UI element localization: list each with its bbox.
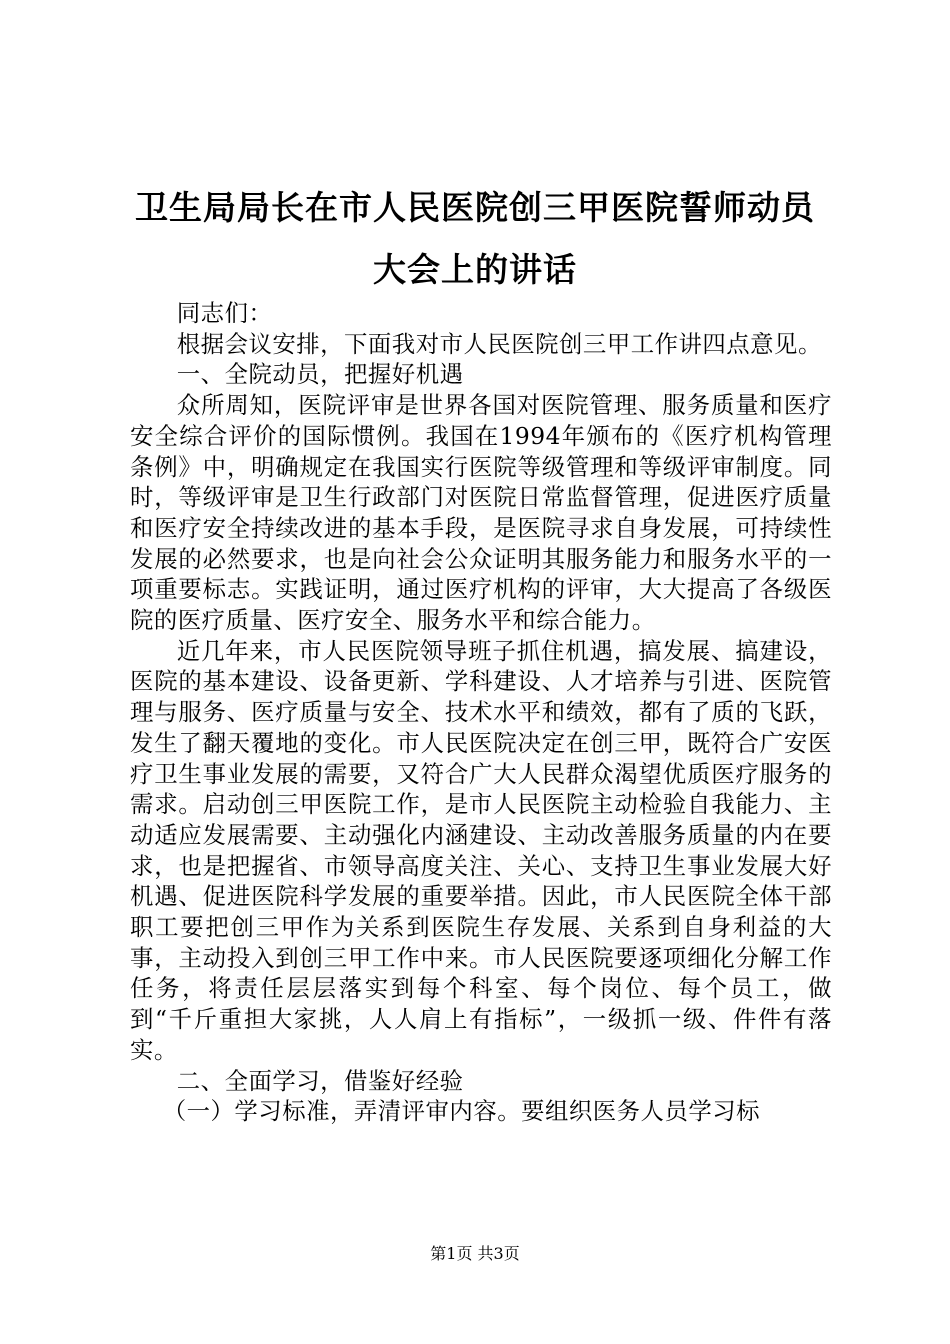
paragraph: 近几年来，市人民医院领导班子抓住机遇，搞发展、搞建设，医院的基本建设、设备更新、学科建设、人才培养与引进、医院管理与服务、医疗质量与安全、技术水平和绩效，都有了质的飞跃，发生了翻天覆地的变化。市人民医院决定在创三甲，既符合广安医疗卫生事业发展的需要，又符合广大人民群众渴望优质医疗服务的需求。启动创三甲医院工作，是市人民医院主动检验自我能力、主动适应发展需要、主动强化内涵建设、主动改善服务质量的内在要求，也是把握省、市领导高度关注、关心、支持卫生事业发展大好机遇、促进医院科学发展的重要举措。因此，市人民医院全体干部职工要把创三甲作为关系到医院生存发展、关系到自身利益的大事，主动投入到创三甲工作中来。市人民医院要逐项细化分解工作任务，将责任层层落实到每个科室、每个岗位、每个员工，做到“千斤重担大家挑，人人肩上有指标”，一级抓一级、件件有落实。 [130, 636, 832, 1064]
page-footer: 第1页 共3页 [430, 1244, 520, 1263]
section-heading-2: 二、全面学习，借鉴好经验 [176, 1066, 464, 1095]
document-title-line-2: 大会上的讲话 [373, 250, 577, 289]
section-heading-1: 一、全院动员，把握好机遇 [176, 360, 464, 389]
paragraph-intro: 根据会议安排，下面我对市人民医院创三甲工作讲四点意见。 [176, 329, 822, 358]
document-title-line-1: 卫生局局长在市人民医院创三甲医院誓师动员 [135, 188, 815, 227]
paragraph: （一）学习标准，弄清评审内容。要组织医务人员学习标 [162, 1097, 761, 1126]
salutation: 同志们： [176, 299, 273, 327]
paragraph: 众所周知，医院评审是世界各国对医院管理、服务质量和医疗安全综合评价的国际惯例。我国在1994年颁布的《医疗机构管理条例》中，明确规定在我国实行医院等级管理和等级评审制度。同时，等级评审是卫生行政部门对医院日常监督管理，促进医疗质量和医疗安全持续改进的基本手段，是医院寻求自身发展，可持续性发展的必然要求，也是向社会公众证明其服务能力和服务水平的一项重要标志。实践证明，通过医疗机构的评审，大大提高了各级医院的医疗质量、医疗安全、服务水平和综合能力。 [130, 391, 832, 635]
document-body [130, 298, 832, 1127]
